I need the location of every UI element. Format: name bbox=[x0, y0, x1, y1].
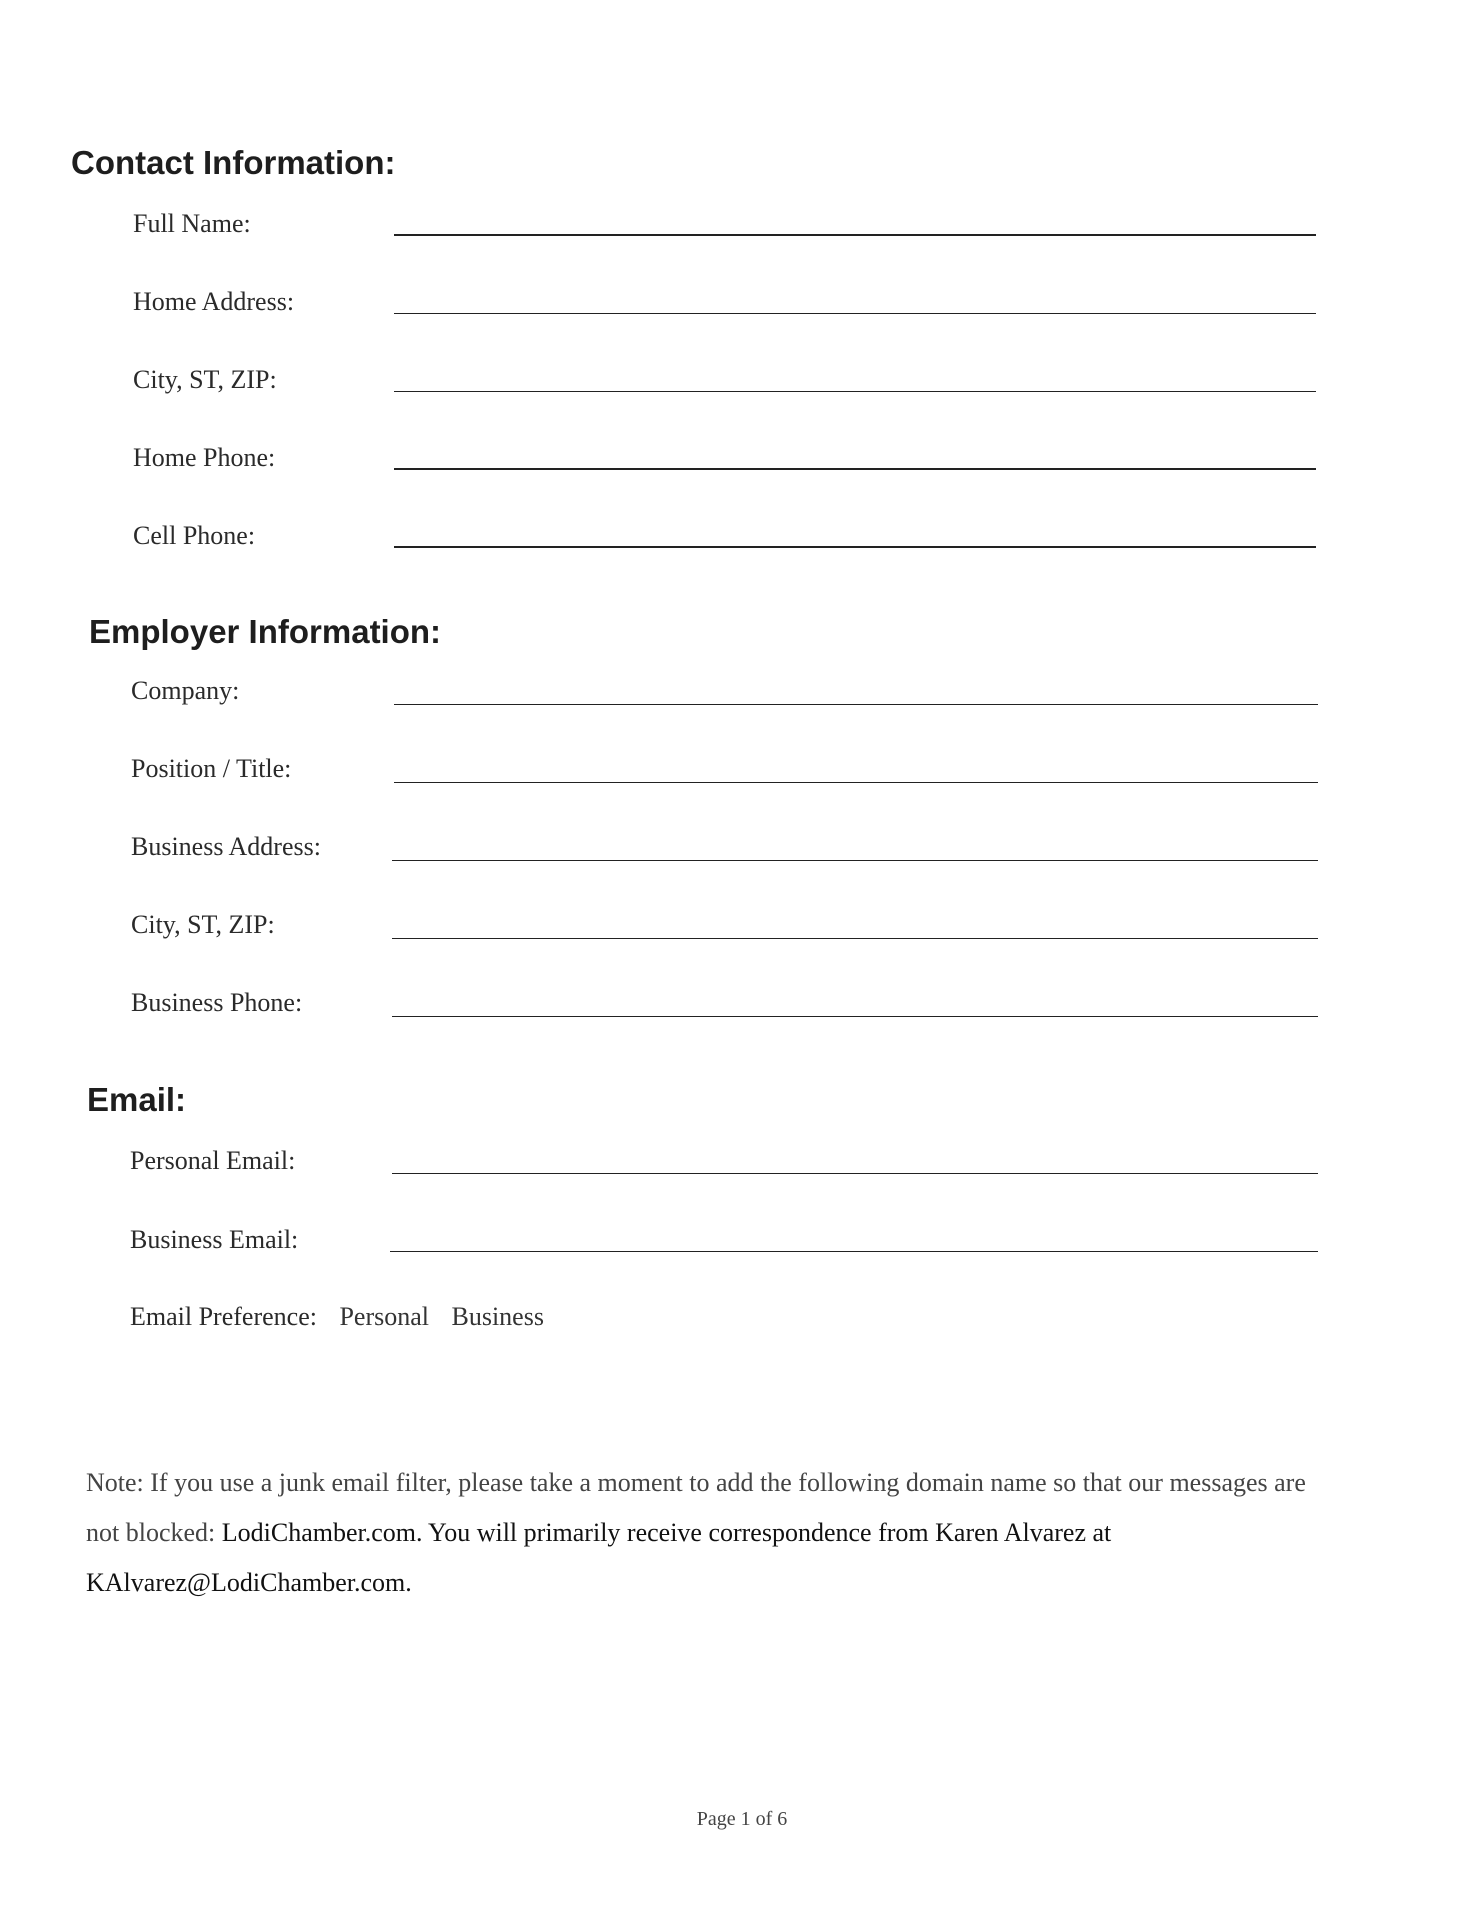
business-email-label: Business Email: bbox=[130, 1225, 299, 1254]
email-preference-label: Email Preference: bbox=[130, 1302, 317, 1331]
email-preference-row bbox=[130, 1304, 544, 1330]
personal-email-label: Personal Email: bbox=[130, 1146, 296, 1175]
email-preference-business-option[interactable]: Business bbox=[451, 1302, 544, 1331]
business-phone-field[interactable] bbox=[392, 1016, 1318, 1017]
junk-filter-note bbox=[86, 1458, 1336, 1608]
personal-email-field[interactable] bbox=[392, 1173, 1318, 1174]
cell-phone-label: Cell Phone: bbox=[133, 521, 256, 550]
contact-heading: Contact Information: bbox=[71, 144, 396, 181]
home-phone-field[interactable] bbox=[394, 468, 1316, 470]
business-city-st-zip-label: City, ST, ZIP: bbox=[131, 910, 275, 939]
business-address-label: Business Address: bbox=[131, 832, 321, 861]
page-number: Page 1 of 6 bbox=[696, 1808, 788, 1830]
full-name-field[interactable] bbox=[394, 234, 1316, 236]
email-preference-personal-option[interactable]: Personal bbox=[339, 1302, 429, 1331]
business-phone-label: Business Phone: bbox=[131, 988, 303, 1017]
home-city-st-zip-field[interactable] bbox=[394, 391, 1316, 392]
email-heading: Email: bbox=[87, 1081, 187, 1118]
home-city-st-zip-label: City, ST, ZIP: bbox=[133, 365, 277, 394]
business-email-field[interactable] bbox=[390, 1251, 1318, 1252]
home-phone-label: Home Phone: bbox=[133, 443, 276, 472]
company-label: Company: bbox=[131, 676, 240, 705]
business-city-st-zip-field[interactable] bbox=[392, 938, 1318, 939]
business-address-field[interactable] bbox=[392, 860, 1318, 861]
company-field[interactable] bbox=[394, 704, 1318, 705]
employer-heading: Employer Information: bbox=[89, 613, 442, 650]
note-text-part2: LodiChamber.com. You will primarily receive correspondence from Karen Alvarez at KAlvarez@LodiChamber.com. bbox=[86, 1518, 1112, 1597]
position-title-field[interactable] bbox=[394, 782, 1318, 783]
cell-phone-field[interactable] bbox=[394, 546, 1316, 548]
home-address-field[interactable] bbox=[394, 313, 1316, 314]
note-text-part1: Note: If you use a junk email filter, please take a moment to add the following domain name so that our messages are not blocked: bbox=[86, 1468, 1306, 1547]
home-address-label: Home Address: bbox=[133, 287, 295, 316]
full-name-label: Full Name: bbox=[133, 209, 251, 238]
position-title-label: Position / Title: bbox=[131, 754, 292, 783]
